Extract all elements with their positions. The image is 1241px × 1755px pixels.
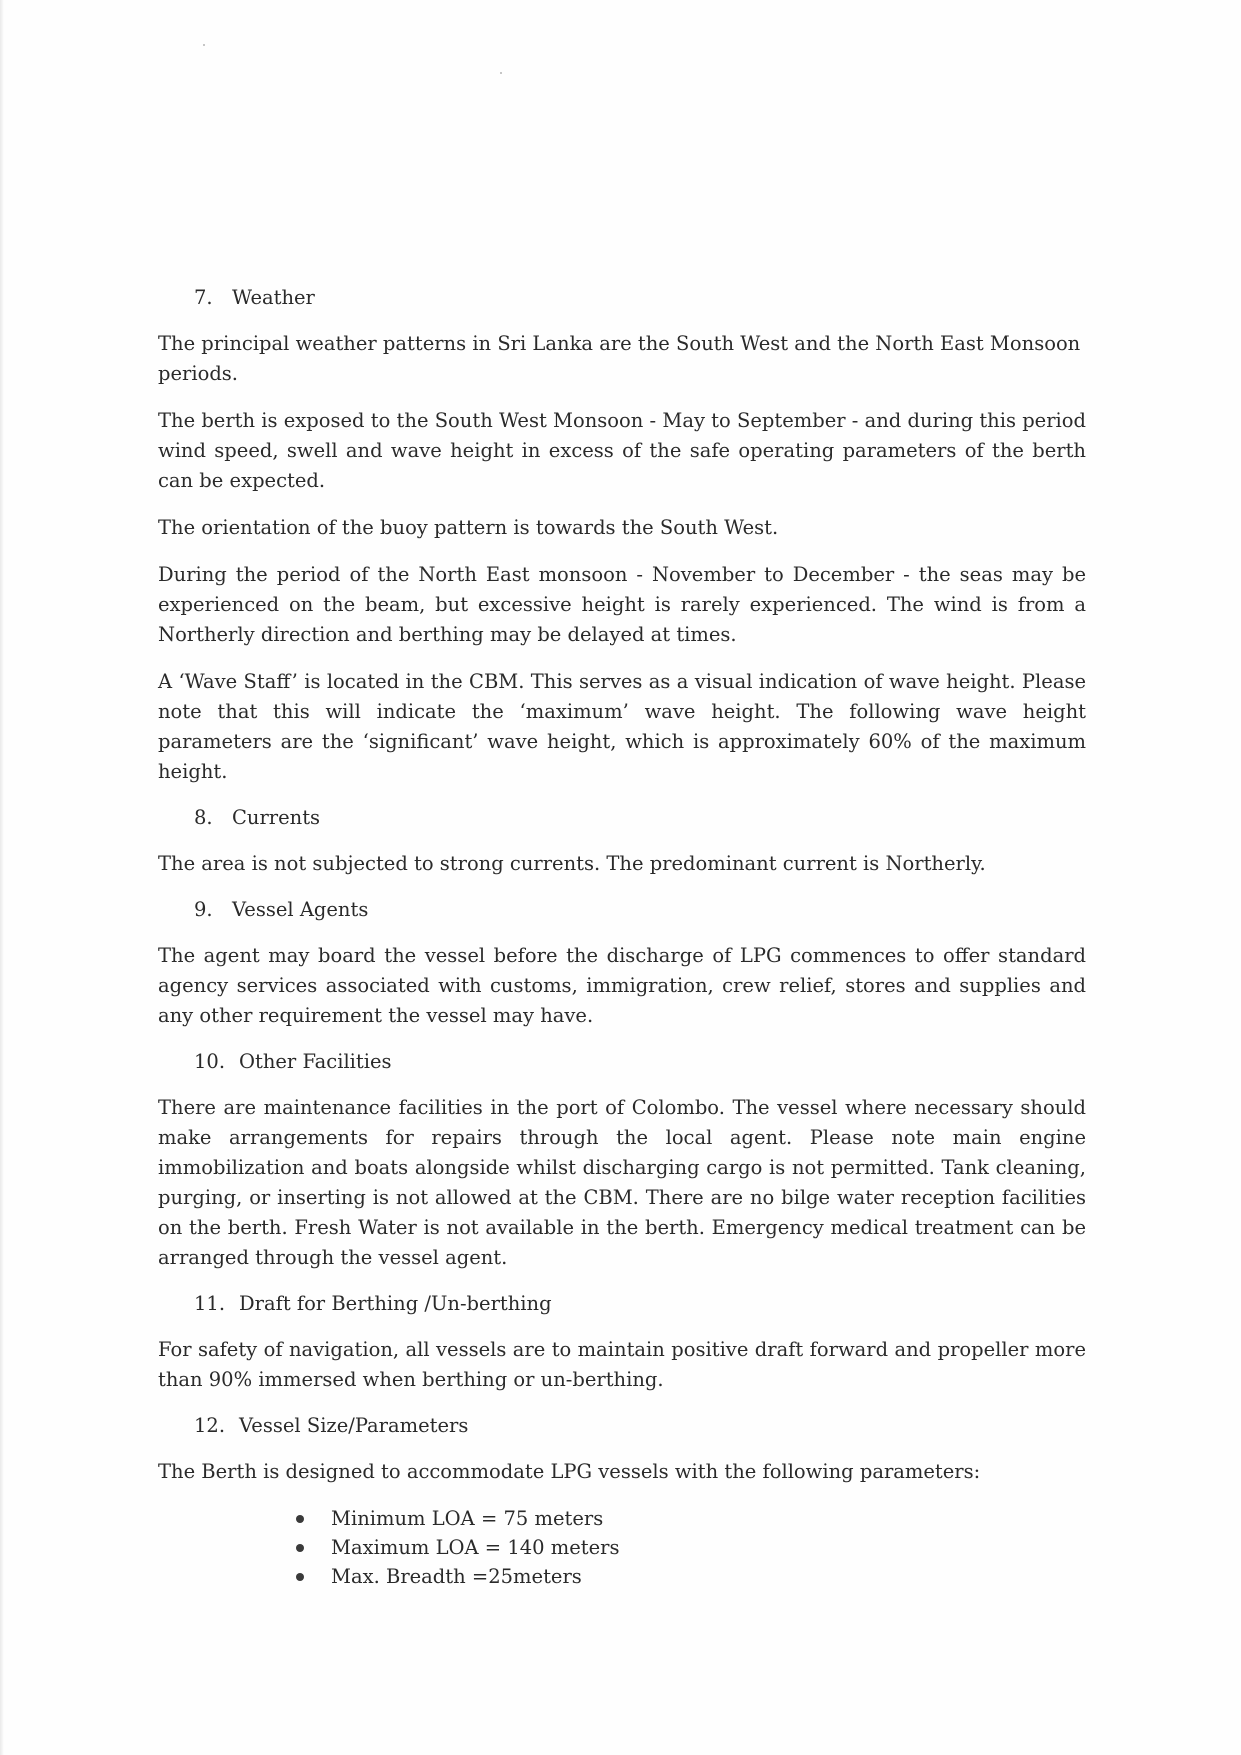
section-number: 11. bbox=[194, 1292, 226, 1315]
section-title: Other Facilities bbox=[239, 1050, 392, 1073]
list-item bbox=[294, 1562, 1086, 1591]
paragraph: The orientation of the buoy pattern is towards the South West. bbox=[158, 516, 779, 539]
section-title: Vessel Agents bbox=[232, 898, 369, 921]
scan-speck bbox=[203, 44, 205, 46]
bullet-icon bbox=[296, 1544, 304, 1552]
paragraph: The area is not subjected to strong currents. The predominant current is Northerly. bbox=[158, 852, 986, 875]
scan-edge-shadow bbox=[0, 0, 4, 1755]
parameters-list bbox=[294, 1504, 1086, 1591]
section-number: 8. bbox=[194, 806, 213, 829]
section-heading-draft bbox=[194, 1290, 1086, 1318]
list-item-text: Minimum LOA = 75 meters bbox=[331, 1507, 604, 1530]
list-item-text: Maximum LOA = 140 meters bbox=[331, 1536, 620, 1559]
bullet-icon bbox=[296, 1573, 304, 1581]
list-item bbox=[294, 1533, 1086, 1562]
scan-speck bbox=[500, 72, 502, 74]
section-heading-weather bbox=[194, 284, 1086, 312]
list-item bbox=[294, 1504, 1086, 1533]
paragraph: There are maintenance facilities in the port of Colombo. The vessel where necessary should make arrangements for repairs through the local agent. Please note main engine immobilization and boats alongside whilst discharging cargo is not permitted. Tank cleaning, purging, or inserting is not allowed at the CBM. There are no bilge water reception facilities on the berth. Fresh Water is not available in the berth. Emergency medical treatment can be arranged through the vessel agent. bbox=[158, 1096, 1086, 1269]
section-number: 7. bbox=[194, 286, 213, 309]
section-heading-other-facilities bbox=[194, 1048, 1086, 1076]
paragraph: The berth is exposed to the South West Monsoon - May to September - and during this period wind speed, swell and wave height in excess of the safe operating parameters of the berth can be expected. bbox=[158, 409, 1086, 492]
paragraph: The agent may board the vessel before the discharge of LPG commences to offer standard agency services associated with customs, immigration, crew relief, stores and supplies and any other requirement the vessel may have. bbox=[158, 944, 1086, 1027]
section-title: Vessel Size/Parameters bbox=[239, 1414, 469, 1437]
paragraph: During the period of the North East monsoon - November to December - the seas may be experienced on the beam, but excessive height is rarely experienced. The wind is from a Northerly direction and berthing may be delayed at times. bbox=[158, 563, 1086, 646]
section-title: Draft for Berthing /Un-berthing bbox=[239, 1292, 552, 1315]
list-item-text: Max. Breadth =25meters bbox=[331, 1565, 582, 1588]
section-heading-currents bbox=[194, 804, 1086, 832]
section-heading-vessel-agents bbox=[194, 896, 1086, 924]
section-title: Currents bbox=[232, 806, 321, 829]
paragraph: The Berth is designed to accommodate LPG vessels with the following parameters: bbox=[158, 1460, 981, 1483]
section-number: 10. bbox=[194, 1050, 226, 1073]
section-number: 9. bbox=[194, 898, 213, 921]
section-title: Weather bbox=[232, 286, 315, 309]
paragraph: For safety of navigation, all vessels are to maintain positive draft forward and propeller more than 90% immersed when berthing or un-berthing. bbox=[158, 1338, 1086, 1391]
document-body bbox=[158, 284, 1086, 1591]
bullet-icon bbox=[296, 1515, 304, 1523]
paragraph: A ‘Wave Staff’ is located in the CBM. This serves as a visual indication of wave height. Please note that this will indicate the ‘maximum’ wave height. The following wave height parameters are the ‘significant’ wave height, which is approximately 60% of the maximum height. bbox=[158, 670, 1086, 783]
paragraph: The principal weather patterns in Sri Lanka are the South West and the North East Monsoon periods. bbox=[158, 332, 1081, 385]
section-heading-vessel-size bbox=[194, 1412, 1086, 1440]
section-number: 12. bbox=[194, 1414, 226, 1437]
